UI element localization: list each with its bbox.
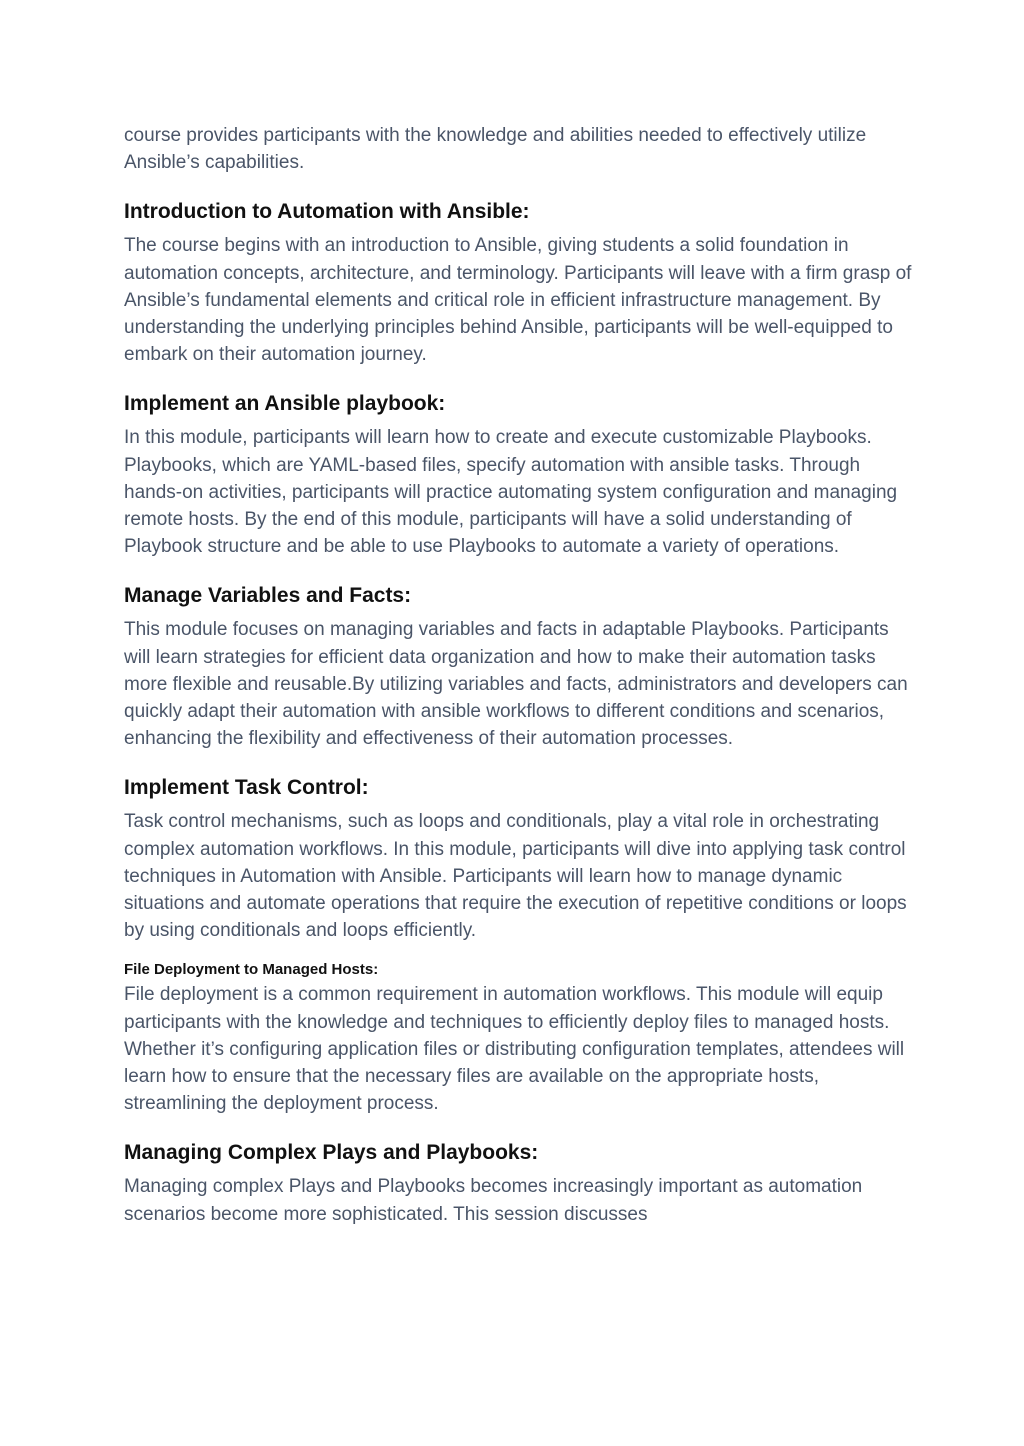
section-file-deployment — [124, 960, 914, 1117]
section-heading: Managing Complex Plays and Playbooks: — [124, 1141, 539, 1165]
section-body: File deployment is a common requirement in automation workflows. This module will equip participants with the knowledge and techniques to efficiently deploy files to managed hosts. Whether it’s configuring application files or distributing configuration templates, attendees will learn how to ensure that the necessary files are available on the appropriate hosts, streamlining the deployment process. — [124, 984, 905, 1115]
section-playbook — [124, 390, 914, 560]
section-variables-facts — [124, 582, 914, 752]
section-body: Task control mechanisms, such as loops and conditionals, play a vital role in orchestrating complex automation workflows. In this module, participants will dive into applying task control techniques in Automation with Ansible. Participants will learn how to manage dynamic situations and automate operations that require the execution of repetitive conditions or loops by using conditionals and loops efficiently. — [124, 811, 907, 942]
section-body: This module focuses on managing variables and facts in adaptable Playbooks. Participants will learn strategies for efficient data organization and how to make their automation tasks more flexible and reusable.By utilizing variables and facts, administrators and developers can quickly adapt their automation with ansible workflows to different conditions and scenarios, enhancing the flexibility and effectiveness of their automation processes. — [124, 619, 908, 750]
section-introduction — [124, 198, 914, 368]
intro-paragraph: course provides participants with the knowledge and abilities needed to effectively utilize Ansible’s capabilities. — [124, 125, 867, 174]
section-heading: Implement Task Control: — [124, 776, 369, 800]
section-body: In this module, participants will learn how to create and execute customizable Playbooks. Playbooks, which are YAML-based files, specify automation with ansible tasks. Through hands-on activities, participants will practice automating system configuration and managing remote hosts. By the end of this module, participants will have a solid understanding of Playbook structure and be able to use Playbooks to automate a variety of operations. — [124, 427, 898, 558]
section-body: Managing complex Plays and Playbooks becomes increasingly important as automation scenarios become more sophisticated. This session discusses — [124, 1176, 863, 1225]
section-body: The course begins with an introduction to Ansible, giving students a solid foundation in automation concepts, architecture, and terminology. Participants will leave with a firm grasp of Ansible’s fundamental elements and critical role in efficient infrastructure management. By understanding the underlying principles behind Ansible, participants will be well-equipped to embark on their automation journey. — [124, 235, 912, 366]
section-complex-plays — [124, 1139, 914, 1227]
section-heading: Implement an Ansible playbook: — [124, 392, 446, 416]
document-page — [124, 122, 914, 1228]
section-task-control — [124, 774, 914, 944]
section-heading: Introduction to Automation with Ansible: — [124, 200, 530, 224]
section-heading: File Deployment to Managed Hosts: — [124, 961, 379, 979]
section-heading: Manage Variables and Facts: — [124, 584, 412, 608]
